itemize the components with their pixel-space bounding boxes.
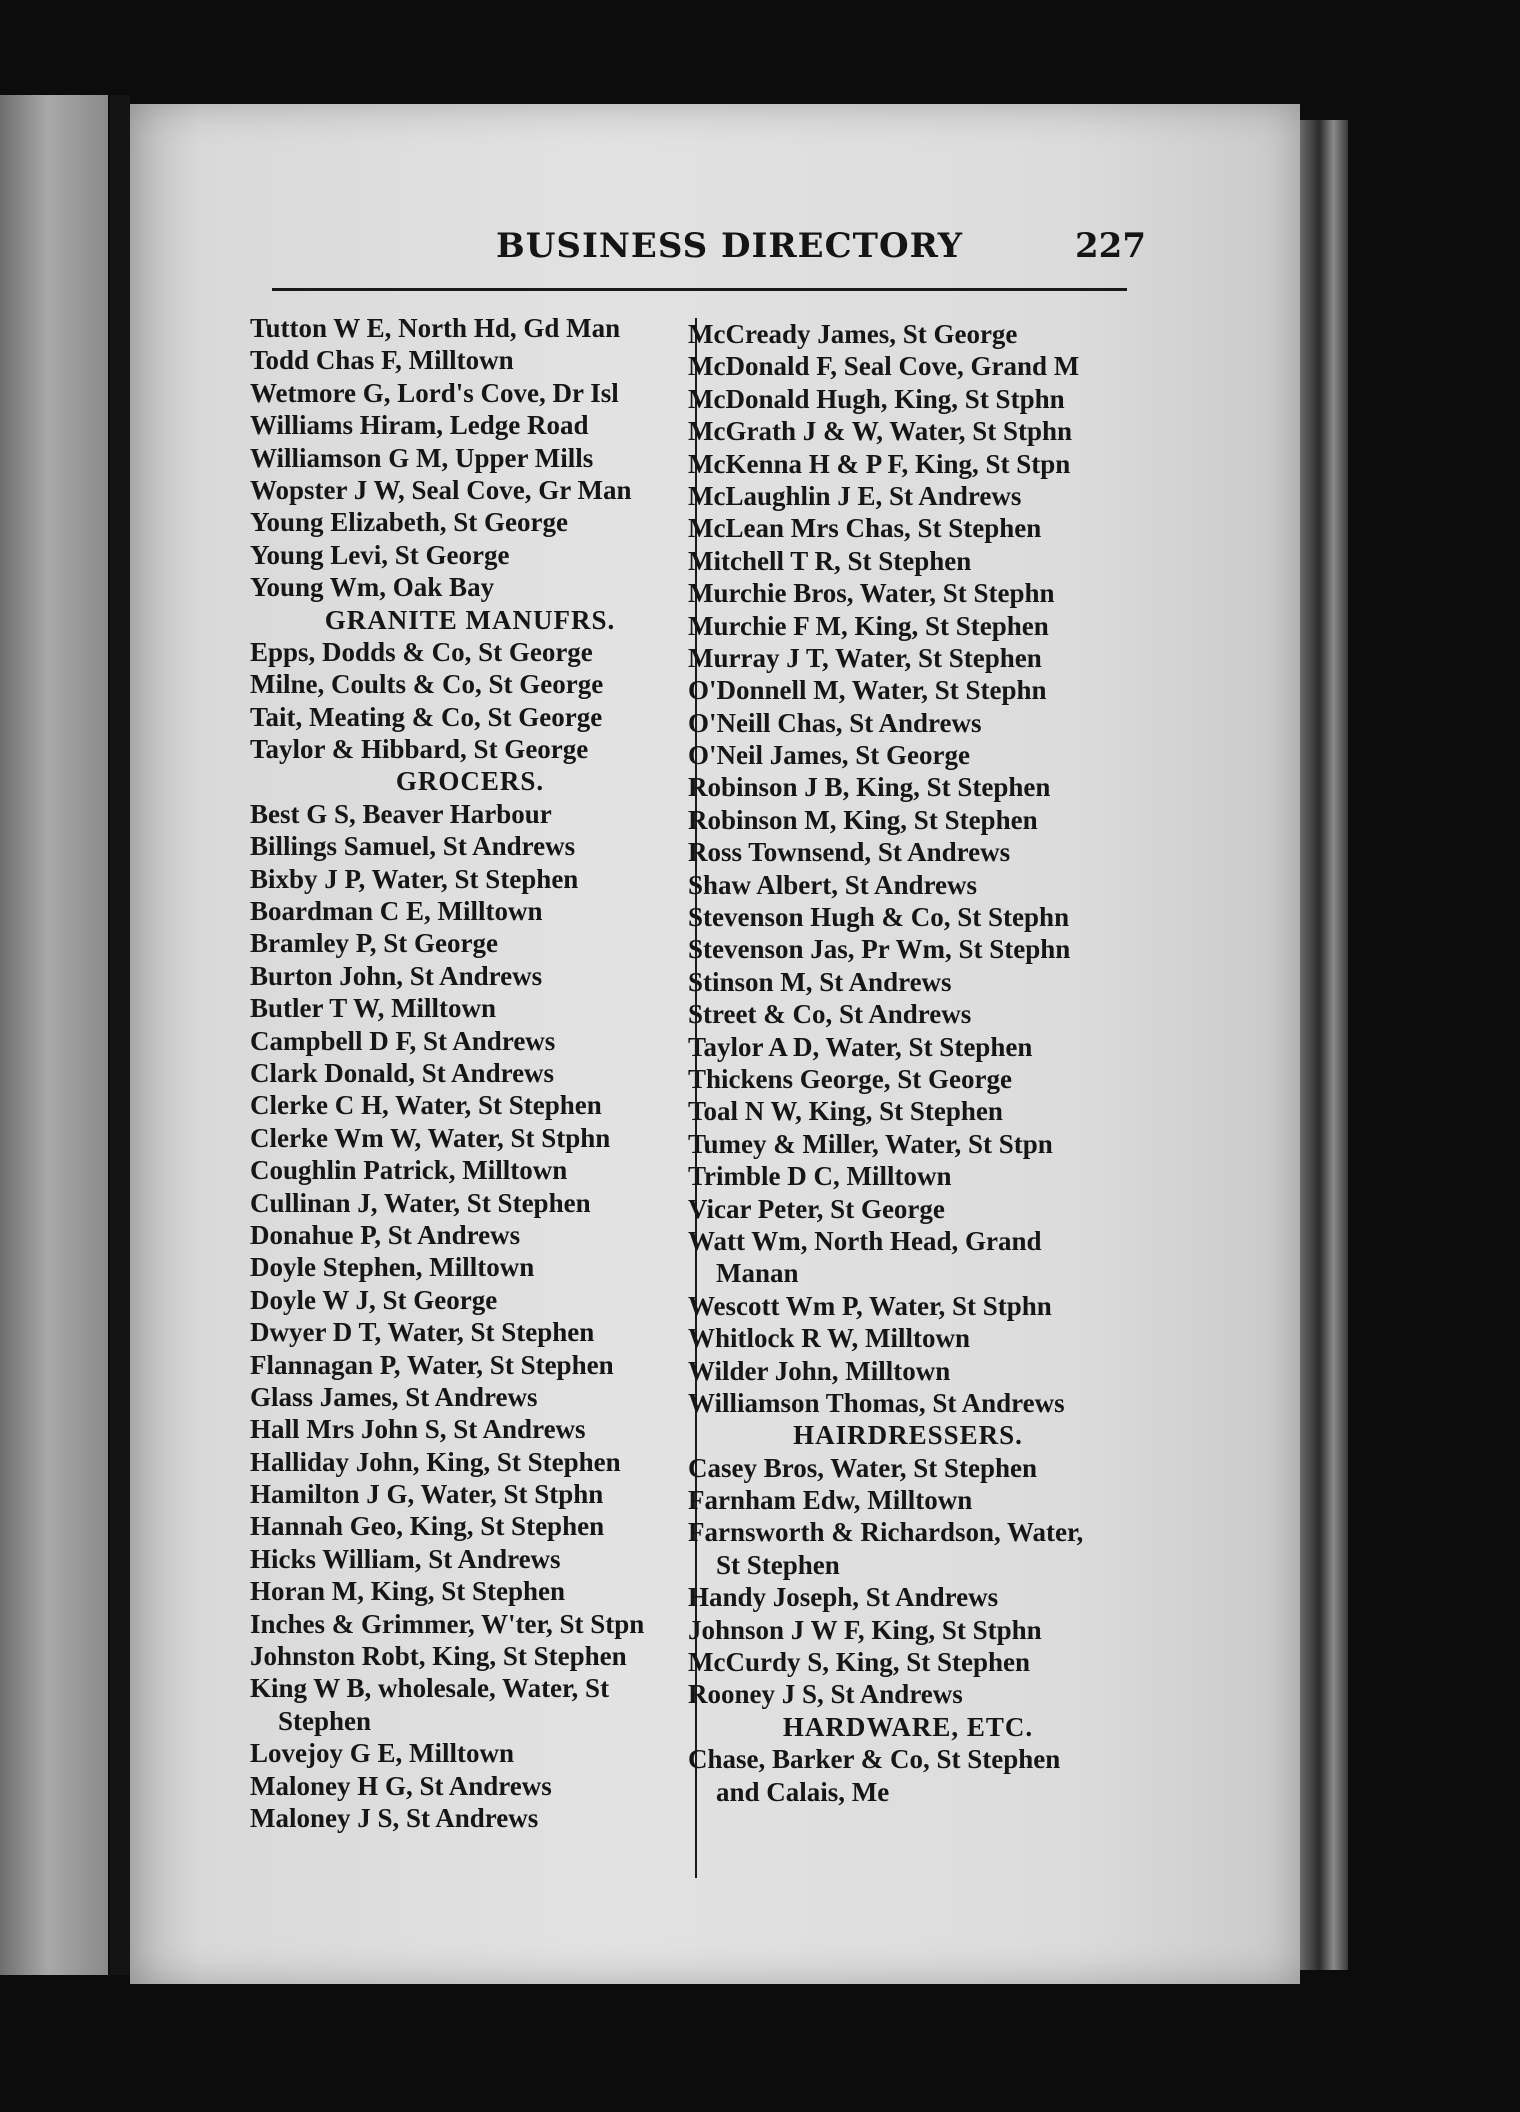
directory-entry: Stevenson Hugh & Co, St Stephn xyxy=(688,902,1070,933)
directory-entry: Boardman C E, Milltown xyxy=(250,896,543,927)
directory-entry: Tumey & Miller, Water, St Stpn xyxy=(688,1128,1053,1159)
directory-entry: Stinson M, St Andrews xyxy=(688,966,952,997)
directory-entry: Doyle Stephen, Milltown xyxy=(250,1252,535,1283)
directory-entry: Clerke C H, Water, St Stephen xyxy=(250,1090,602,1121)
directory-entry: Toal N W, King, St Stephen xyxy=(688,1096,1003,1127)
directory-entry: Ross Townsend, St Andrews xyxy=(688,837,1011,868)
directory-entry: Best G S, Beaver Harbour xyxy=(250,798,552,829)
directory-entry: Hall Mrs John S, St Andrews xyxy=(250,1414,586,1445)
directory-entry: Horan M, King, St Stephen xyxy=(250,1576,566,1607)
directory-entry: O'Neill Chas, St Andrews xyxy=(688,707,982,738)
directory-entry: Epps, Dodds & Co, St George xyxy=(250,636,593,667)
directory-entry: Coughlin Patrick, Milltown xyxy=(250,1155,568,1186)
directory-entry: Handy Joseph, St Andrews xyxy=(688,1582,999,1613)
directory-entry: Young Wm, Oak Bay xyxy=(250,572,495,603)
section-heading: HAIRDRESSERS. xyxy=(793,1420,1023,1451)
directory-entry: Halliday John, King, St Stephen xyxy=(250,1446,621,1477)
directory-entry: Glass James, St Andrews xyxy=(250,1381,538,1412)
directory-entry: Milne, Coults & Co, St George xyxy=(250,669,604,700)
gutter-shadow xyxy=(110,95,130,1975)
directory-entry: Cullinan J, Water, St Stephen xyxy=(250,1187,591,1218)
directory-entry: Clerke Wm W, Water, St Stphn xyxy=(250,1122,611,1153)
facing-page-edge xyxy=(0,95,108,1975)
directory-entry: Williamson Thomas, St Andrews xyxy=(688,1387,1065,1418)
directory-entry: Murray J T, Water, St Stephen xyxy=(688,642,1042,673)
directory-entry: Maloney H G, St Andrews xyxy=(250,1770,552,1801)
directory-entry: Donahue P, St Andrews xyxy=(250,1219,521,1250)
directory-entry: Taylor A D, Water, St Stephen xyxy=(688,1031,1033,1062)
directory-entry: Campbell D F, St Andrews xyxy=(250,1025,556,1056)
right-column xyxy=(688,318,1128,1808)
header-rule xyxy=(272,288,1127,291)
directory-entry: King W B, wholesale, Water, St xyxy=(250,1673,610,1704)
left-column xyxy=(250,312,690,1834)
entry-continuation: Manan xyxy=(716,1258,799,1289)
directory-entry: Robinson J B, King, St Stephen xyxy=(688,772,1051,803)
directory-entry: Bixby J P, Water, St Stephen xyxy=(250,863,579,894)
directory-entry: O'Neil James, St George xyxy=(688,740,970,771)
directory-entry: McKenna H & P F, King, St Stpn xyxy=(688,448,1071,479)
directory-entry: Johnston Robt, King, St Stephen xyxy=(250,1641,627,1672)
directory-entry: Wopster J W, Seal Cove, Gr Man xyxy=(250,474,632,505)
directory-entry: Chase, Barker & Co, St Stephen xyxy=(688,1744,1061,1775)
directory-entry: Thickens George, St George xyxy=(688,1063,1012,1094)
directory-entry: Johnson J W F, King, St Stphn xyxy=(688,1614,1042,1645)
directory-entry: O'Donnell M, Water, St Stephn xyxy=(688,675,1047,706)
directory-entry: Tutton W E, North Hd, Gd Man xyxy=(250,313,621,343)
directory-entry: McDonald F, Seal Cove, Grand M xyxy=(688,351,1080,382)
directory-entry: Robinson M, King, St Stephen xyxy=(688,804,1038,835)
directory-entry: Young Elizabeth, St George xyxy=(250,507,569,538)
directory-entry: Todd Chas F, Milltown xyxy=(250,345,514,376)
directory-entry: Hannah Geo, King, St Stephen xyxy=(250,1511,605,1542)
directory-entry: Dwyer D T, Water, St Stephen xyxy=(250,1317,595,1348)
directory-entry: McLaughlin J E, St Andrews xyxy=(688,480,1022,511)
directory-entry: Wetmore G, Lord's Cove, Dr Isl xyxy=(250,377,619,408)
directory-entry: Vicar Peter, St George xyxy=(688,1193,945,1224)
directory-entry: Doyle W J, St George xyxy=(250,1284,498,1315)
page-header-title: BUSINESS DIRECTORY xyxy=(496,226,964,266)
page-stack-edge xyxy=(1300,120,1348,1970)
directory-entry: Casey Bros, Water, St Stephen xyxy=(688,1452,1038,1483)
directory-entry: Williamson G M, Upper Mills xyxy=(250,442,594,473)
directory-entry: Williams Hiram, Ledge Road xyxy=(250,410,589,441)
directory-entry: McDonald Hugh, King, St Stphn xyxy=(688,383,1065,414)
directory-entry: Butler T W, Milltown xyxy=(250,993,497,1024)
directory-entry: McLean Mrs Chas, St Stephen xyxy=(688,513,1042,544)
directory-entry: Watt Wm, North Head, Grand xyxy=(688,1225,1042,1256)
directory-entry: Whitlock R W, Milltown xyxy=(688,1323,971,1354)
directory-entry: Tait, Meating & Co, St George xyxy=(250,701,603,732)
entry-continuation: Stephen xyxy=(278,1705,372,1736)
directory-entry: Young Levi, St George xyxy=(250,539,510,570)
directory-entry: Wescott Wm P, Water, St Stphn xyxy=(688,1290,1052,1321)
directory-entry: Burton John, St Andrews xyxy=(250,960,543,991)
directory-entry: Inches & Grimmer, W'ter, St Stpn xyxy=(250,1608,645,1639)
directory-entry: Stevenson Jas, Pr Wm, St Stephn xyxy=(688,934,1071,965)
section-heading: HARDWARE, ETC. xyxy=(782,1711,1034,1742)
entry-continuation: and Calais, Me xyxy=(716,1776,890,1807)
directory-entry: Flannagan P, Water, St Stephen xyxy=(250,1349,614,1380)
directory-entry: Hicks William, St Andrews xyxy=(250,1543,561,1574)
directory-entry: McGrath J & W, Water, St Stphn xyxy=(688,416,1073,447)
directory-entry: Murchie Bros, Water, St Stephn xyxy=(688,578,1055,609)
directory-entry: Maloney J S, St Andrews xyxy=(250,1802,539,1833)
directory-entry: Wilder John, Milltown xyxy=(688,1355,951,1386)
directory-entry: Murchie F M, King, St Stephen xyxy=(688,610,1049,641)
directory-entry: Rooney J S, St Andrews xyxy=(688,1679,963,1710)
directory-entry: McCready James, St George xyxy=(688,319,1018,349)
directory-entry: Lovejoy G E, Milltown xyxy=(250,1738,514,1769)
directory-entry: Clark Donald, St Andrews xyxy=(250,1057,555,1088)
page-number: 227 xyxy=(1075,226,1146,266)
directory-entry: Street & Co, St Andrews xyxy=(688,999,972,1030)
section-heading: GROCERS. xyxy=(395,766,545,797)
directory-entry: Bramley P, St George xyxy=(250,928,498,959)
directory-entry: Taylor & Hibbard, St George xyxy=(250,734,589,765)
directory-entry: McCurdy S, King, St Stephen xyxy=(688,1647,1031,1678)
directory-entry: Farnham Edw, Milltown xyxy=(688,1485,973,1516)
section-heading: GRANITE MANUFRS. xyxy=(324,604,616,635)
directory-entry: Shaw Albert, St Andrews xyxy=(688,869,978,900)
directory-entry: Hamilton J G, Water, St Stphn xyxy=(250,1479,604,1510)
directory-entry: Billings Samuel, St Andrews xyxy=(250,831,576,862)
directory-entry: Mitchell T R, St Stephen xyxy=(688,545,972,576)
directory-entry: Trimble D C, Milltown xyxy=(688,1161,952,1192)
directory-entry: Farnsworth & Richardson, Water, xyxy=(688,1517,1084,1548)
entry-continuation: St Stephen xyxy=(716,1549,840,1580)
